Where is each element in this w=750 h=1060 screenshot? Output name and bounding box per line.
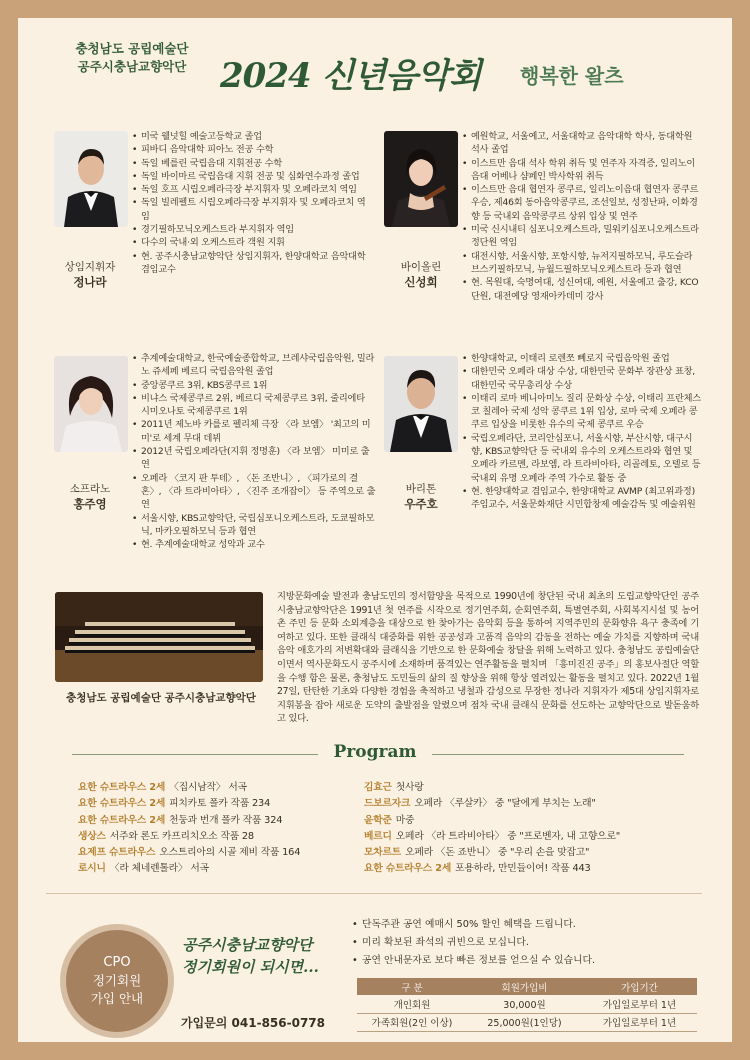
violinist-bio — [462, 130, 702, 303]
work: 오페라 〈돈 죠반니〉 중 "우리 손을 맞잡고" — [405, 847, 590, 859]
orchestra-description: 지방문화예술 발전과 충남도민의 정서함양을 목적으로 1990년에 창단된 국내 최초의 도립교향악단인 공주시충남교향악단은 1991년 첫 연주를 시작으로 정기연주회, 순회연주회, 특별연주회, 사회복지시설 및 농어촌 주민 등 문화 소외계층을 대상으로 한 찾아가는 음악회 등을 통하여 지역주민의 문화향유 욕구 충족에 기여하고 있다. 또한 클래식 대중화를 위한 공공성과 고품격 음악의 감동을 전하는 예술 가치를 지향하며 국내 음악 애호가의 저변확대와 클래식을 기반으로 한 문화예술 창달을 위해 노력하고 있다. 충청남도 공립예술단이면서 역사문화도시 공주시에 소재하며 품격있는 연주활동을 펼치며 「흥미진진 공주」의 홍보사절단 역할을 수행 함은 물론, 충청남도 도민들의 삶의 질 향상을 위해 항상 열려있는 활동을 펼치고 있다. 2022년 1월 27일, 탄탄한 기초와 다양한 경험을 축적하고 냉철과 감성으로 무장한 정나라 지휘자가 제5대 상임지휘자로 지휘봉을 잡아 새로운 도약의 출발점을 알렸으며 점차 국내 클래식 문화를 선도하는 교향악단으로 발돋움하고 있다. — [277, 591, 699, 725]
program-item — [364, 829, 620, 845]
performer-name: 신성희 — [404, 275, 438, 289]
bio-item: • 이스트만 음대 협연자 콩쿠르, 일리노이음대 협연자 콩쿠르 우승, 제46회 동아음악콩쿠르, 조선일보, 성정난파, 이화경향 등 국내외 음악콩쿠르 상위 입상 및 연주 — [462, 183, 702, 223]
baritone-photo — [384, 356, 458, 452]
composer: 김효근 — [364, 782, 392, 793]
program-item — [78, 845, 300, 861]
work: 오스트리아의 시골 제비 작품 164 — [159, 847, 301, 859]
work: 첫사랑 — [395, 782, 424, 793]
soprano-credit — [50, 482, 130, 512]
section-divider — [46, 893, 702, 894]
bio-item: • 독일 바이마르 국립음대 지휘 전공 및 심화연수과정 졸업 — [132, 170, 370, 183]
bio-item: • 국립오페라단, 코리안심포니, 서울시향, 부산시향, 대구시향, KBS교향악단 등 국내외 유수의 오케스트라와 협연 및 오페라 카르멘, 라보엠, 라 트라비아타, 리골레토, 오텔로 등 국내외 유명 오페라 주역 가수로 활동 중 — [462, 432, 702, 485]
violinist-photo — [384, 131, 458, 227]
column-header: 가입기간 — [582, 978, 697, 995]
benefit-item: • 공연 안내문자로 보다 빠른 정보를 얻으실 수 있습니다. — [352, 952, 595, 970]
table-cell: 25,000원(1인당) — [467, 1013, 582, 1031]
soprano-photo — [54, 356, 128, 452]
performer-role: 바이올린 — [400, 261, 442, 273]
composer: 요한 슈트라우스 2세 — [364, 863, 452, 875]
program-item — [78, 813, 300, 829]
table-header-row — [357, 978, 697, 995]
composer: 생상스 — [78, 830, 106, 842]
performer-name: 우주호 — [404, 497, 438, 511]
table-cell: 가입일로부터 1년 — [582, 995, 697, 1013]
bio-item: • 서울시향, KBS교향악단, 국립심포니오케스트라, 도쿄필하모닉, 마카오필하모닉 등과 협연 — [132, 512, 376, 539]
bio-item: • 현. 한양대학교 겸임교수, 한양대학교 AVMP (최고위과정) 주임교수, 서울문화재단 시민합창제 예술감독 및 예술위원 — [462, 485, 702, 512]
badge-line-2: 가입 안내 — [90, 991, 144, 1006]
bio-item: • 비냐스 국제콩쿠르 2위, 베르디 국제콩쿠르 3위, 줄리에타 시미오나토 국제콩쿠르 1위 — [132, 392, 376, 419]
composer: 요한 슈트라우스 2세 — [78, 798, 166, 810]
table-cell: 가입일로부터 1년 — [582, 1013, 697, 1031]
work: 〈라 체네렌톨라〉 서곡 — [109, 863, 209, 875]
bio-item: • 현. 목원대, 숙명여대, 성신여대, 예원, 서울예고 출강, KCO 단원, 대전예당 영재아카데미 강사 — [462, 276, 702, 303]
table-row — [357, 1013, 697, 1031]
performer-name: 정나라 — [73, 275, 107, 289]
program-title: Program — [333, 742, 417, 762]
membership-benefits — [352, 916, 595, 970]
bio-item: • 독일 베를린 국립음대 지휘전공 수학 — [132, 157, 370, 170]
work: 오페라 〈라 트라비아타〉 중 "프로벤자, 내 고향으로" — [395, 830, 621, 842]
composer: 드보르자크 — [364, 798, 411, 810]
composer: 요제프 슈트라우스 — [78, 847, 156, 859]
slogan-line-1: 공주시충남교향악단 — [182, 936, 313, 954]
bio-item: • 독일 빌레펠트 시립오페라극장 부지휘자 및 오페라코치 역임 — [132, 196, 370, 223]
bio-item: • 중앙콩쿠르 3위, KBS콩쿠르 1위 — [132, 379, 376, 392]
work: 포용하라, 만민들이여! 작품 443 — [455, 863, 591, 875]
table-cell: 30,000원 — [467, 995, 582, 1013]
bio-item: • 다수의 국내·외 오케스트라 객원 지휘 — [132, 236, 370, 249]
membership-fee-table — [357, 978, 697, 1032]
program-item — [78, 829, 300, 845]
program-item — [78, 796, 300, 812]
membership-slogan — [182, 934, 319, 978]
composer: 베르디 — [364, 830, 392, 842]
badge-cpo: CPO — [103, 955, 131, 970]
program-item — [364, 845, 620, 861]
organizer — [52, 40, 212, 76]
program-item — [78, 861, 300, 877]
organizer-line-1: 충청남도 공립예술단 — [75, 41, 189, 56]
slogan-line-2: 정기회원이 되시면... — [182, 958, 319, 976]
baritone-credit — [381, 482, 461, 512]
bio-item: • 한양대학교, 이태리 로렌쪼 뻬로지 국립음악원 졸업 — [462, 352, 702, 365]
bio-item: • 피바디 음악대학 피아노 전공 수학 — [132, 143, 370, 156]
bio-item: • 오페라 〈코지 판 투테〉, 〈돈 조반니〉, 〈피가로의 결혼〉, 〈라 트라비아타〉, 〈진주 조개잡이〉 등 주역으로 출연 — [132, 472, 376, 512]
benefit-item: • 단독주관 공연 예매시 50% 할인 혜택을 드립니다. — [352, 916, 595, 934]
program-item — [364, 861, 620, 877]
soprano-bio — [132, 352, 376, 551]
conductor-photo — [54, 131, 128, 227]
program-list-second-half — [364, 780, 620, 878]
composer: 모차르트 — [364, 847, 402, 859]
performer-role: 바리톤 — [405, 483, 437, 495]
program-rule-right — [432, 754, 684, 755]
bio-item: • 2012년 국립오페라단(지휘 정명훈) 〈라 보엠〉 미미로 출연 — [132, 445, 376, 472]
bio-item: • 예원학교, 서울예고, 서울대학교 음악대학 학사, 동대학원 석사 졸업 — [462, 130, 702, 157]
contact-phone: 가입문의 041-856-0778 — [181, 1016, 326, 1030]
conductor-bio — [132, 130, 370, 276]
table-row — [357, 995, 697, 1013]
work: 서주와 론도 카프리치오소 작품 28 — [109, 830, 254, 842]
composer: 요한 슈트라우스 2세 — [78, 814, 166, 826]
program-item — [78, 780, 300, 796]
table-cell: 개인회원 — [357, 995, 467, 1013]
violinist-credit — [381, 260, 461, 290]
program-list-first-half — [78, 780, 300, 878]
work: 〈집시남작〉 서곡 — [169, 782, 247, 793]
performer-role: 소프라노 — [69, 483, 111, 495]
bio-item: • 2011년 제노바 카를로 펠리체 극장 〈라 보엠〉 '최고의 미미'로 세계 무대 데뷔 — [132, 418, 376, 445]
work: 오페라 〈루살카〉 중 "달에게 부치는 노래" — [414, 798, 596, 810]
concert-subtitle: 행복한 왈츠 — [520, 64, 624, 88]
benefit-item: • 미리 확보된 좌석의 귀빈으로 모십니다. — [352, 934, 595, 952]
work: 천둥과 번개 폴카 작품 324 — [169, 814, 283, 826]
bio-item: • 추계예술대학교, 한국예술종합학교, 브레샤국립음악원, 밀라노 쥬세페 베르디 국립음악원 졸업 — [132, 352, 376, 379]
performer-name: 홍주영 — [73, 497, 107, 511]
conductor-credit — [50, 260, 130, 290]
bio-item: • 경기필하모닉오케스트라 부지휘자 역임 — [132, 223, 370, 236]
organizer-line-2: 공주시충남교향악단 — [77, 59, 187, 74]
bio-item: • 미국 웰넛힐 예술고등학교 졸업 — [132, 130, 370, 143]
orchestra-caption: 충청남도 공립예술단 공주시충남교향악단 — [66, 692, 256, 704]
work: 피치카토 폴카 작품 234 — [169, 798, 271, 810]
column-header: 회원가입비 — [467, 978, 582, 995]
bio-item: • 현. 추계예술대학교 성악과 교수 — [132, 538, 376, 551]
composer: 윤학준 — [364, 814, 392, 826]
bio-item: • 현. 공주시충남교향악단 상임지휘자, 한양대학교 음악대학 겸임교수 — [132, 250, 370, 277]
program-item — [364, 796, 620, 812]
composer: 요한 슈트라우스 2세 — [78, 782, 166, 793]
bio-item: • 이스트만 음대 석사 학위 취득 및 연주자 자격증, 일리노이 음대 어베나 샴페인 박사학위 취득 — [462, 157, 702, 184]
program-item — [364, 780, 620, 796]
work: 마중 — [395, 814, 415, 826]
composer: 로시니 — [78, 863, 106, 875]
column-header: 구 분 — [357, 978, 467, 995]
bio-item: • 대한민국 오페라 대상 수상, 대한민국 문화부 장관상 표창, 대한민국 국무총리상 수상 — [462, 365, 702, 392]
program-rule-left — [72, 754, 318, 755]
program-item — [364, 813, 620, 829]
orchestra-photo — [55, 592, 263, 682]
bio-item: • 이태리 로마 베니아미노 질리 문화상 수상, 이태리 프란체스코 칠레아 국제 성악 콩쿠르 1위 입상, 로마 국제 오페라 콩쿠르 입상을 비롯한 유수의 국제 콩쿠르 우승 — [462, 392, 702, 432]
bio-item: • 대전시향, 서울시향, 포항시향, 뉴저지필하모닉, 루도슬라 브스키필하모닉, 뉴월드필하모닉오케스트라 등과 협연 — [462, 250, 702, 277]
badge-line-1: 정기회원 — [92, 973, 142, 988]
baritone-bio — [462, 352, 702, 512]
concert-title: 2024 신년음악회 — [220, 56, 481, 96]
bio-item: • 미국 신시내티 심포니오케스트라, 밀워키심포니오케스트라 정단원 역임 — [462, 223, 702, 250]
table-cell: 가족회원(2인 이상) — [357, 1013, 467, 1031]
membership-badge — [60, 924, 174, 1038]
performer-role: 상임지휘자 — [64, 261, 116, 273]
bio-item: • 독일 호프 시립오페라극장 부지휘자 및 오페라코치 역임 — [132, 183, 370, 196]
